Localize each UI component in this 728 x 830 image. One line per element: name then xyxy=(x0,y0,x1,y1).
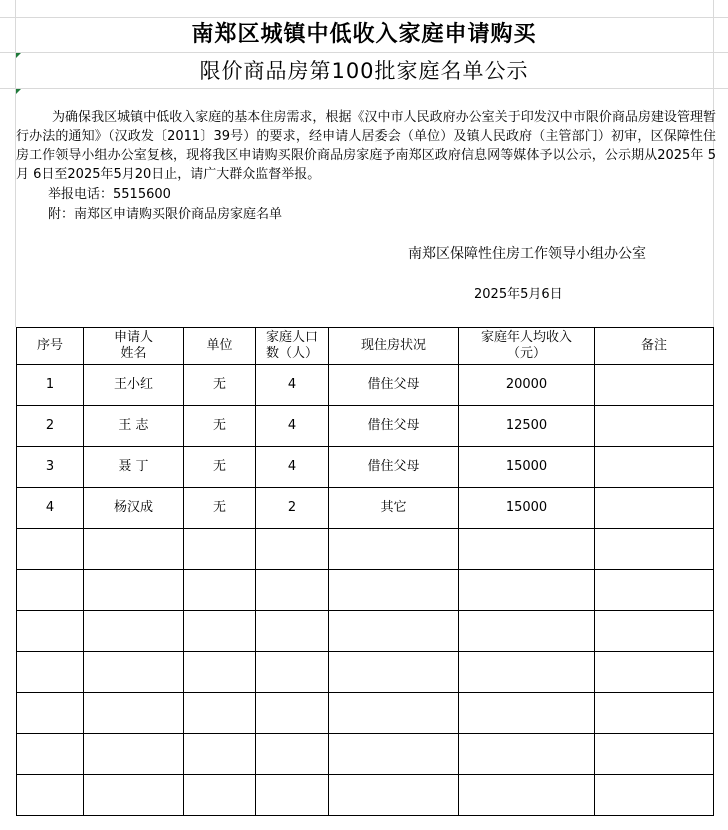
cell-index xyxy=(17,734,84,775)
cell-applicant-name: 王 志 xyxy=(84,406,184,447)
cell-work-unit xyxy=(184,529,256,570)
table-row xyxy=(17,365,714,406)
cell-housing-status xyxy=(329,652,459,693)
cell-housing-status xyxy=(329,529,459,570)
header-col-remarks: 备注 xyxy=(595,328,714,365)
cell-family-size xyxy=(256,734,329,775)
cell-housing-status xyxy=(329,775,459,816)
cell-family-size xyxy=(256,529,329,570)
cell-family-size: 4 xyxy=(256,406,329,447)
cell-housing-status: 其它 xyxy=(329,488,459,529)
cell-family-size: 4 xyxy=(256,365,329,406)
table-header-row xyxy=(17,328,714,365)
family-list-table xyxy=(16,327,714,816)
cell-remarks xyxy=(595,570,714,611)
table-row xyxy=(17,406,714,447)
table-row xyxy=(17,570,714,611)
cell-annual-income xyxy=(459,529,595,570)
cell-index xyxy=(17,652,84,693)
cell-annual-income: 15000 xyxy=(459,447,595,488)
cell-annual-income xyxy=(459,570,595,611)
cell-work-unit xyxy=(184,611,256,652)
cell-housing-status: 借住父母 xyxy=(329,447,459,488)
table-row xyxy=(17,775,714,816)
header-col-index: 序号 xyxy=(17,328,84,365)
cell-remarks xyxy=(595,488,714,529)
table-row xyxy=(17,529,714,570)
page-subtitle: 限价商品房第100批家庭名单公示 xyxy=(199,59,529,83)
table-row xyxy=(17,652,714,693)
cell-family-size xyxy=(256,611,329,652)
cell-index xyxy=(17,570,84,611)
header-col-annual-income: 家庭年人均收入 （元） xyxy=(459,328,595,365)
cell-applicant-name xyxy=(84,734,184,775)
page-title: 南郑区城镇中低收入家庭申请购买 xyxy=(191,22,537,47)
cell-remarks xyxy=(595,693,714,734)
cell-remarks xyxy=(595,447,714,488)
cell-remarks xyxy=(595,611,714,652)
table-row xyxy=(17,734,714,775)
cell-annual-income xyxy=(459,611,595,652)
cell-applicant-name xyxy=(84,775,184,816)
cell-applicant-name xyxy=(84,529,184,570)
cell-index: 3 xyxy=(17,447,84,488)
report-phone: 举报电话：5515600 xyxy=(48,187,171,202)
cell-remarks xyxy=(595,365,714,406)
cell-housing-status xyxy=(329,611,459,652)
cell-annual-income xyxy=(459,734,595,775)
header-col-family-size: 家庭人口 数（人） xyxy=(256,328,329,365)
cell-housing-status xyxy=(329,693,459,734)
cell-remarks xyxy=(595,406,714,447)
issue-date: 2025年5月6日 xyxy=(474,287,563,302)
table-row xyxy=(17,611,714,652)
table-row xyxy=(17,693,714,734)
cell-annual-income xyxy=(459,652,595,693)
cell-housing-status xyxy=(329,570,459,611)
cell-family-size xyxy=(256,775,329,816)
cell-remarks xyxy=(595,529,714,570)
cell-family-size xyxy=(256,570,329,611)
attachment-note: 附：南郑区申请购买限价商品房家庭名单 xyxy=(48,207,283,222)
grid-line xyxy=(0,88,728,89)
cell-work-unit xyxy=(184,734,256,775)
cell-family-size: 4 xyxy=(256,447,329,488)
cell-work-unit: 无 xyxy=(184,406,256,447)
cell-annual-income: 20000 xyxy=(459,365,595,406)
cell-work-unit: 无 xyxy=(184,488,256,529)
table-row xyxy=(17,447,714,488)
cell-applicant-name xyxy=(84,570,184,611)
cell-index xyxy=(17,529,84,570)
cell-annual-income: 12500 xyxy=(459,406,595,447)
cell-index xyxy=(17,775,84,816)
cell-work-unit: 无 xyxy=(184,365,256,406)
grid-line xyxy=(0,52,728,53)
header-col-applicant-name: 申请人 姓名 xyxy=(84,328,184,365)
cell-applicant-name: 王小红 xyxy=(84,365,184,406)
cell-applicant-name: 聂 丁 xyxy=(84,447,184,488)
cell-annual-income xyxy=(459,693,595,734)
cell-housing-status xyxy=(329,734,459,775)
header-col-housing-status: 现住房状况 xyxy=(329,328,459,365)
cell-family-size xyxy=(256,693,329,734)
cell-remarks xyxy=(595,775,714,816)
cell-work-unit xyxy=(184,775,256,816)
cell-applicant-name xyxy=(84,611,184,652)
table-row xyxy=(17,488,714,529)
cell-housing-status: 借住父母 xyxy=(329,365,459,406)
cell-work-unit xyxy=(184,570,256,611)
cell-work-unit xyxy=(184,652,256,693)
cell-applicant-name: 杨汉成 xyxy=(84,488,184,529)
cell-annual-income: 15000 xyxy=(459,488,595,529)
cell-remarks xyxy=(595,734,714,775)
notice-paragraph xyxy=(16,108,716,184)
cell-applicant-name xyxy=(84,693,184,734)
cell-remarks xyxy=(595,652,714,693)
cell-index: 2 xyxy=(17,406,84,447)
cell-applicant-name xyxy=(84,652,184,693)
cell-family-size: 2 xyxy=(256,488,329,529)
cell-index xyxy=(17,611,84,652)
cell-housing-status: 借住父母 xyxy=(329,406,459,447)
header-col-work-unit: 单位 xyxy=(184,328,256,365)
cell-index xyxy=(17,693,84,734)
table-body xyxy=(17,365,714,816)
cell-work-unit: 无 xyxy=(184,447,256,488)
cell-index: 1 xyxy=(17,365,84,406)
cell-family-size xyxy=(256,652,329,693)
cell-annual-income xyxy=(459,775,595,816)
notice-text: 为确保我区城镇中低收入家庭的基本住房需求，根据《汉中市人民政府办公室关于印发汉中市限价商品房建设管理暂行办法的通知》（汉政发〔2011〕39号）的要求，经申请人居委会（单位）及镇人民政府（主管部门）初审，区保障性住房工作领导小组办公室复核，现将我区申请购买限价商品房家庭予南郑区政府信息网等媒体予以公示，公示期从2025年 5月 6日至2025年5月20日止，请广大群众监督举报。 xyxy=(16,110,716,182)
cell-index: 4 xyxy=(17,488,84,529)
cell-comment-marker xyxy=(16,89,21,94)
issuer-signature: 南郑区保障性住房工作领导小组办公室 xyxy=(408,246,646,262)
cell-work-unit xyxy=(184,693,256,734)
